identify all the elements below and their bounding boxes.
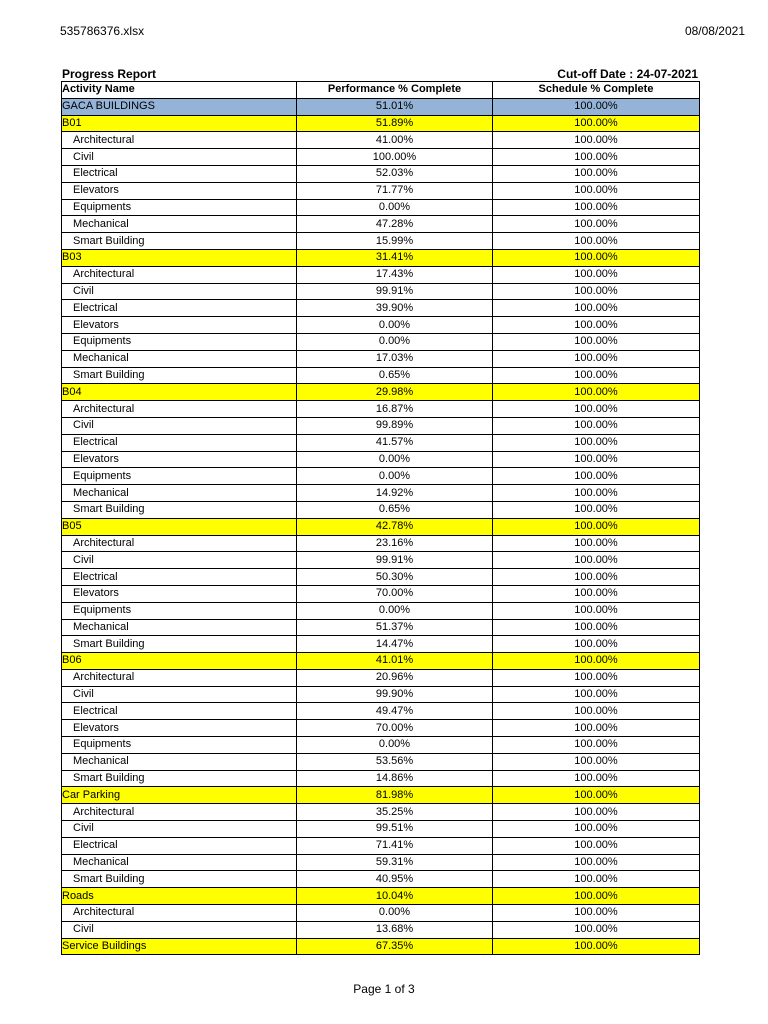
performance-cell: 51.89% xyxy=(297,115,493,132)
performance-cell: 13.68% xyxy=(297,921,493,938)
schedule-cell: 100.00% xyxy=(493,854,700,871)
table-row xyxy=(62,233,700,250)
file-name: 535786376.xlsx xyxy=(60,24,145,38)
schedule-cell: 100.00% xyxy=(493,518,700,535)
table-row xyxy=(62,468,700,485)
schedule-cell: 100.00% xyxy=(493,501,700,518)
schedule-cell: 100.00% xyxy=(493,602,700,619)
activity-name-cell: GACA BUILDINGS xyxy=(62,98,297,115)
activity-name-cell: Mechanical xyxy=(62,216,297,233)
table-row xyxy=(62,837,700,854)
table-row xyxy=(62,350,700,367)
table-row xyxy=(62,485,700,502)
activity-name-cell: Architectural xyxy=(62,401,297,418)
performance-cell: 15.99% xyxy=(297,233,493,250)
table-row xyxy=(62,149,700,166)
schedule-cell: 100.00% xyxy=(493,165,700,182)
activity-name-cell: Civil xyxy=(62,686,297,703)
schedule-cell: 100.00% xyxy=(493,653,700,670)
performance-cell: 70.00% xyxy=(297,720,493,737)
activity-name-cell: Electrical xyxy=(62,165,297,182)
performance-cell: 99.51% xyxy=(297,821,493,838)
activity-name-cell: Smart Building xyxy=(62,501,297,518)
schedule-cell: 100.00% xyxy=(493,804,700,821)
table-row xyxy=(62,552,700,569)
schedule-cell: 100.00% xyxy=(493,216,700,233)
table-row xyxy=(62,669,700,686)
table-row xyxy=(62,266,700,283)
activity-name-cell: B05 xyxy=(62,518,297,535)
project-row xyxy=(62,98,700,115)
activity-name-cell: Electrical xyxy=(62,569,297,586)
performance-cell: 42.78% xyxy=(297,518,493,535)
performance-cell: 59.31% xyxy=(297,854,493,871)
table-row xyxy=(62,182,700,199)
schedule-cell: 100.00% xyxy=(493,401,700,418)
performance-cell: 0.00% xyxy=(297,451,493,468)
activity-name-cell: Civil xyxy=(62,283,297,300)
schedule-cell: 100.00% xyxy=(493,871,700,888)
report-title: Progress Report xyxy=(62,67,157,81)
schedule-cell: 100.00% xyxy=(493,821,700,838)
performance-cell: 99.91% xyxy=(297,552,493,569)
performance-cell: 41.57% xyxy=(297,434,493,451)
page-number: Page 1 of 3 xyxy=(353,982,415,996)
schedule-cell: 100.00% xyxy=(493,182,700,199)
table-row xyxy=(62,317,700,334)
activity-name-cell: Civil xyxy=(62,921,297,938)
column-header-activity: Activity Name xyxy=(62,82,297,99)
performance-cell: 17.03% xyxy=(297,350,493,367)
report-title-row xyxy=(61,66,699,81)
schedule-cell: 100.00% xyxy=(493,417,700,434)
activity-name-cell: Smart Building xyxy=(62,367,297,384)
performance-cell: 67.35% xyxy=(297,938,493,955)
activity-name-cell: B06 xyxy=(62,653,297,670)
group-row xyxy=(62,115,700,132)
schedule-cell: 100.00% xyxy=(493,350,700,367)
table-row xyxy=(62,770,700,787)
group-row xyxy=(62,787,700,804)
progress-table xyxy=(61,81,700,955)
performance-cell: 100.00% xyxy=(297,149,493,166)
schedule-cell: 100.00% xyxy=(493,787,700,804)
table-row xyxy=(62,703,700,720)
schedule-cell: 100.00% xyxy=(493,552,700,569)
table-row xyxy=(62,619,700,636)
activity-name-cell: Equipments xyxy=(62,199,297,216)
schedule-cell: 100.00% xyxy=(493,569,700,586)
performance-cell: 0.65% xyxy=(297,501,493,518)
table-row xyxy=(62,333,700,350)
group-row xyxy=(62,653,700,670)
schedule-cell: 100.00% xyxy=(493,888,700,905)
performance-cell: 51.01% xyxy=(297,98,493,115)
performance-cell: 70.00% xyxy=(297,585,493,602)
schedule-cell: 100.00% xyxy=(493,283,700,300)
activity-name-cell: Smart Building xyxy=(62,636,297,653)
activity-name-cell: Elevators xyxy=(62,451,297,468)
performance-cell: 0.00% xyxy=(297,905,493,922)
activity-name-cell: Mechanical xyxy=(62,619,297,636)
schedule-cell: 100.00% xyxy=(493,770,700,787)
activity-name-cell: Electrical xyxy=(62,434,297,451)
schedule-cell: 100.00% xyxy=(493,149,700,166)
activity-name-cell: Equipments xyxy=(62,468,297,485)
table-row xyxy=(62,367,700,384)
performance-cell: 0.65% xyxy=(297,367,493,384)
activity-name-cell: Mechanical xyxy=(62,485,297,502)
table-row xyxy=(62,636,700,653)
group-row xyxy=(62,938,700,955)
performance-cell: 99.90% xyxy=(297,686,493,703)
activity-name-cell: Electrical xyxy=(62,703,297,720)
activity-name-cell: B03 xyxy=(62,249,297,266)
activity-name-cell: Equipments xyxy=(62,602,297,619)
schedule-cell: 100.00% xyxy=(493,233,700,250)
schedule-cell: 100.00% xyxy=(493,720,700,737)
performance-cell: 99.89% xyxy=(297,417,493,434)
table-row xyxy=(62,216,700,233)
performance-cell: 0.00% xyxy=(297,317,493,334)
activity-name-cell: Architectural xyxy=(62,905,297,922)
table-row xyxy=(62,737,700,754)
performance-cell: 41.01% xyxy=(297,653,493,670)
table-row xyxy=(62,686,700,703)
table-row xyxy=(62,300,700,317)
performance-cell: 31.41% xyxy=(297,249,493,266)
activity-name-cell: Mechanical xyxy=(62,753,297,770)
schedule-cell: 100.00% xyxy=(493,669,700,686)
print-date: 08/08/2021 xyxy=(684,24,745,38)
schedule-cell: 100.00% xyxy=(493,333,700,350)
performance-cell: 0.00% xyxy=(297,199,493,216)
performance-cell: 14.92% xyxy=(297,485,493,502)
group-row xyxy=(62,249,700,266)
schedule-cell: 100.00% xyxy=(493,737,700,754)
schedule-cell: 100.00% xyxy=(493,249,700,266)
activity-name-cell: Elevators xyxy=(62,585,297,602)
table-row xyxy=(62,905,700,922)
activity-name-cell: Civil xyxy=(62,552,297,569)
activity-name-cell: B04 xyxy=(62,384,297,401)
performance-cell: 0.00% xyxy=(297,333,493,350)
table-row xyxy=(62,854,700,871)
table-row xyxy=(62,804,700,821)
schedule-cell: 100.00% xyxy=(493,485,700,502)
performance-cell: 35.25% xyxy=(297,804,493,821)
activity-name-cell: Smart Building xyxy=(62,871,297,888)
activity-name-cell: Architectural xyxy=(62,669,297,686)
table-row xyxy=(62,451,700,468)
performance-cell: 0.00% xyxy=(297,737,493,754)
schedule-cell: 100.00% xyxy=(493,753,700,770)
table-row xyxy=(62,401,700,418)
group-row xyxy=(62,518,700,535)
activity-name-cell: Architectural xyxy=(62,804,297,821)
table-row xyxy=(62,199,700,216)
performance-cell: 10.04% xyxy=(297,888,493,905)
schedule-cell: 100.00% xyxy=(493,636,700,653)
activity-name-cell: Service Buildings xyxy=(62,938,297,955)
schedule-cell: 100.00% xyxy=(493,300,700,317)
table-row xyxy=(62,501,700,518)
table-row xyxy=(62,585,700,602)
performance-cell: 47.28% xyxy=(297,216,493,233)
activity-name-cell: Civil xyxy=(62,417,297,434)
schedule-cell: 100.00% xyxy=(493,434,700,451)
activity-name-cell: Elevators xyxy=(62,317,297,334)
table-row xyxy=(62,602,700,619)
schedule-cell: 100.00% xyxy=(493,905,700,922)
activity-name-cell: Architectural xyxy=(62,266,297,283)
performance-cell: 40.95% xyxy=(297,871,493,888)
schedule-cell: 100.00% xyxy=(493,451,700,468)
table-row xyxy=(62,132,700,149)
activity-name-cell: Elevators xyxy=(62,720,297,737)
performance-cell: 71.41% xyxy=(297,837,493,854)
schedule-cell: 100.00% xyxy=(493,703,700,720)
performance-cell: 71.77% xyxy=(297,182,493,199)
activity-name-cell: Architectural xyxy=(62,535,297,552)
activity-name-cell: Equipments xyxy=(62,737,297,754)
activity-name-cell: Car Parking xyxy=(62,787,297,804)
schedule-cell: 100.00% xyxy=(493,367,700,384)
table-row xyxy=(62,753,700,770)
performance-cell: 49.47% xyxy=(297,703,493,720)
activity-name-cell: Elevators xyxy=(62,182,297,199)
schedule-cell: 100.00% xyxy=(493,921,700,938)
performance-cell: 20.96% xyxy=(297,669,493,686)
activity-name-cell: Civil xyxy=(62,821,297,838)
table-row xyxy=(62,283,700,300)
performance-cell: 23.16% xyxy=(297,535,493,552)
schedule-cell: 100.00% xyxy=(493,468,700,485)
table-row xyxy=(62,921,700,938)
performance-cell: 39.90% xyxy=(297,300,493,317)
schedule-cell: 100.00% xyxy=(493,199,700,216)
performance-cell: 52.03% xyxy=(297,165,493,182)
table-row xyxy=(62,871,700,888)
performance-cell: 0.00% xyxy=(297,602,493,619)
schedule-cell: 100.00% xyxy=(493,115,700,132)
cutoff-date: Cut-off Date : 24-07-2021 xyxy=(557,67,698,81)
column-header-performance: Performance % Complete xyxy=(297,82,493,99)
schedule-cell: 100.00% xyxy=(493,619,700,636)
column-header-schedule: Schedule % Complete xyxy=(493,82,700,99)
schedule-cell: 100.00% xyxy=(493,938,700,955)
performance-cell: 81.98% xyxy=(297,787,493,804)
performance-cell: 29.98% xyxy=(297,384,493,401)
table-row xyxy=(62,720,700,737)
schedule-cell: 100.00% xyxy=(493,585,700,602)
schedule-cell: 100.00% xyxy=(493,837,700,854)
performance-cell: 51.37% xyxy=(297,619,493,636)
schedule-cell: 100.00% xyxy=(493,535,700,552)
table-row xyxy=(62,417,700,434)
performance-cell: 14.47% xyxy=(297,636,493,653)
activity-name-cell: Mechanical xyxy=(62,350,297,367)
performance-cell: 16.87% xyxy=(297,401,493,418)
activity-name-cell: Smart Building xyxy=(62,770,297,787)
activity-name-cell: Smart Building xyxy=(62,233,297,250)
activity-name-cell: Architectural xyxy=(62,132,297,149)
performance-cell: 0.00% xyxy=(297,468,493,485)
table-row xyxy=(62,821,700,838)
table-row xyxy=(62,569,700,586)
schedule-cell: 100.00% xyxy=(493,317,700,334)
table-row xyxy=(62,434,700,451)
activity-name-cell: B01 xyxy=(62,115,297,132)
performance-cell: 99.91% xyxy=(297,283,493,300)
group-row xyxy=(62,384,700,401)
performance-cell: 50.30% xyxy=(297,569,493,586)
activity-name-cell: Civil xyxy=(62,149,297,166)
schedule-cell: 100.00% xyxy=(493,686,700,703)
table-row xyxy=(62,165,700,182)
performance-cell: 41.00% xyxy=(297,132,493,149)
performance-cell: 17.43% xyxy=(297,266,493,283)
schedule-cell: 100.00% xyxy=(493,384,700,401)
activity-name-cell: Electrical xyxy=(62,837,297,854)
activity-name-cell: Roads xyxy=(62,888,297,905)
activity-name-cell: Equipments xyxy=(62,333,297,350)
schedule-cell: 100.00% xyxy=(493,132,700,149)
activity-name-cell: Electrical xyxy=(62,300,297,317)
schedule-cell: 100.00% xyxy=(493,98,700,115)
schedule-cell: 100.00% xyxy=(493,266,700,283)
table-row xyxy=(62,535,700,552)
table-header-row xyxy=(62,82,700,99)
activity-name-cell: Mechanical xyxy=(62,854,297,871)
performance-cell: 53.56% xyxy=(297,753,493,770)
performance-cell: 14.86% xyxy=(297,770,493,787)
group-row xyxy=(62,888,700,905)
